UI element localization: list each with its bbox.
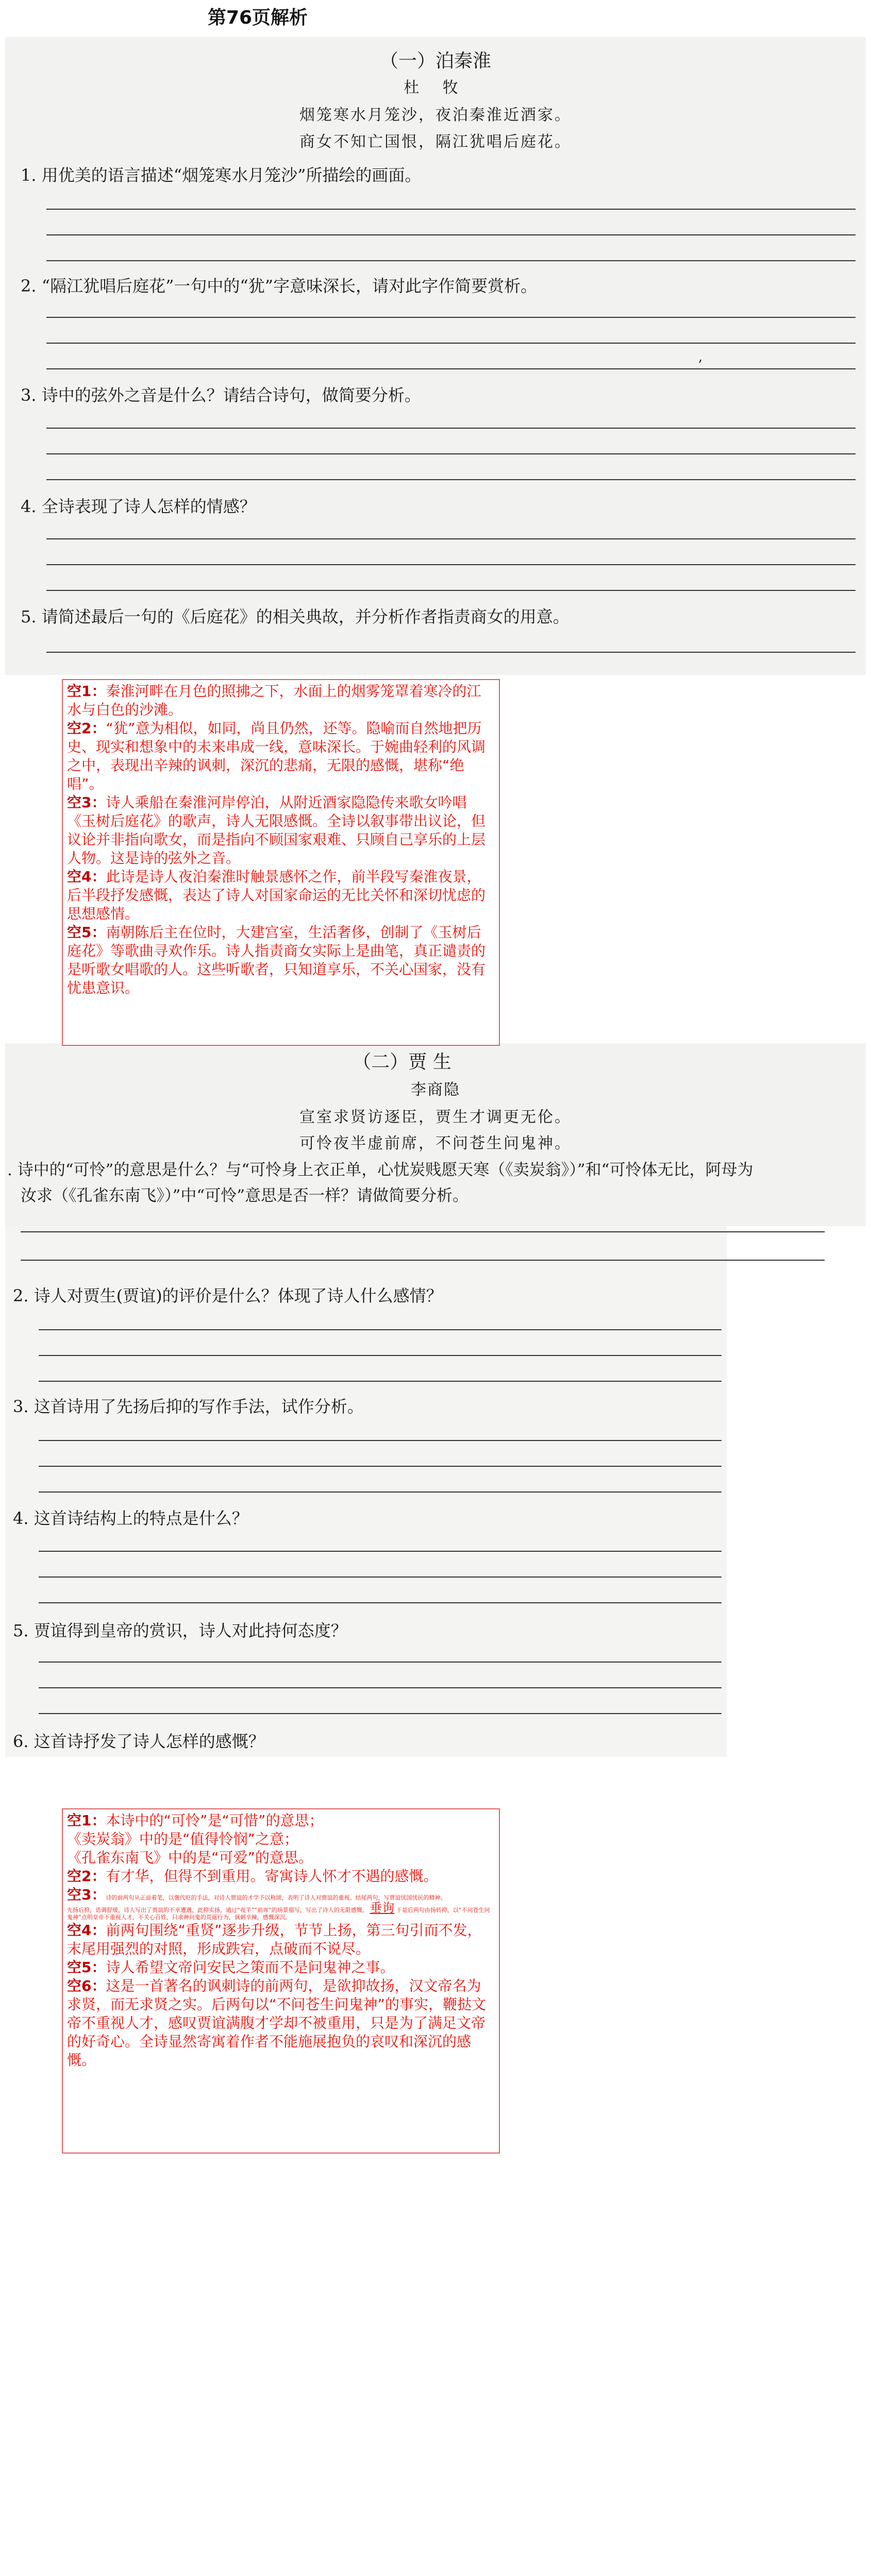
answer-line	[46, 234, 856, 235]
answer-line	[21, 1260, 825, 1261]
q2-3: 3. 这首诗用了先扬后抑的写作手法，试作分析。	[13, 1397, 364, 1416]
poem1-line-2: 商女不知亡国恨，隔江犹唱后庭花。	[299, 133, 572, 151]
answer-line	[39, 1329, 722, 1330]
q2-4: 4. 这首诗结构上的特点是什么？	[13, 1509, 248, 1528]
q1-5: 5. 请简述最后一句的《后庭花》的相关典故，并分析作者指责商女的用意。	[21, 607, 569, 626]
q2-1-cont: 汝求（《孔雀东南飞》）”中“可怜”意思是否一样？请做简要分析。	[21, 1187, 469, 1205]
answer-line	[46, 317, 856, 318]
scan-mark: ,	[698, 349, 703, 365]
answer-line	[46, 260, 856, 261]
answer-line	[46, 368, 856, 369]
answer-line	[39, 1492, 722, 1493]
q1-1: 1. 用优美的语言描述“烟笼寒水月笼沙”所描绘的画面。	[21, 165, 422, 185]
answer-line	[39, 1381, 722, 1382]
poem1-title: （一）泊秦淮	[379, 50, 491, 72]
answer-line	[46, 209, 856, 210]
answer-box-1	[62, 679, 500, 1046]
answer-item: 空5：南朝陈后主在位时，大建宫室，生活奢侈，创制了《玉树后庭花》等歌曲寻欢作乐。诗人指责商女实际上是曲笔，真正谴责的是听歌女唱歌的人。这些听歌者，只知道享乐，不关心国家，没有忧患意识。	[67, 924, 486, 996]
answer-line	[46, 343, 856, 344]
answer-line	[39, 1713, 722, 1714]
q1-3: 3. 诗中的弦外之音是什么？请结合诗句，做简要分析。	[21, 385, 421, 405]
answer-box-2: 空1：本诗中的“可怜”是“可惜”的意思； 《卖炭翁》中的是“值得怜悯”之意； 《孔雀东南飞》中的是“可爱”的意思。 空2：有才华，但得不到重用。寄寓诗人怀才不遇的感慨。 空3：诗的前两句从正面着笔，以褒代贬的手法，对诗人贾谊的才学予以称颂，表明了诗人对贾谊的重视。结尾两句，写贾谊忧国忧民的精神。 先扬后抑，语调舒缓，诗人写出了贾谊的不幸遭遇，此抑实扬，通过“夜半”“前席”的场景描写，写出了诗人的无限感慨。 垂询 于是后两句由扬转抑，以“不问苍生问鬼神”点明皇帝不重视人才，不关心百姓，只求神问鬼的荒诞行为，讽刺辛辣，感慨深沉。 空4：前两句围绕“重贤”逐步升级，节节上扬，第三句引而不发，末尾用强烈的对照，形成跌宕，点破而不说尽。 空5：诗人希望文帝问安民之策而不是问鬼神之事。 空6：这是一首著名的讽刺诗的前两句，是欲抑故扬，汉文帝名为求贤，而无求贤之实。后两句以“不问苍生问鬼神”的事实，鞭挞文帝不重视人才，感叹贾谊满腹才学却不被重用，只是为了满足文帝的好奇心。全诗显然寄寓着作者不能施展抱负的哀叹和深沉的感慨。	[62, 1808, 500, 2154]
q2-1: . 诗中的“可怜”的意思是什么？与“可怜身上衣正单，心忧炭贱愿天寒（《卖炭翁》）”和“可怜体无比，阿母为	[7, 1161, 753, 1179]
answer-line	[39, 1602, 722, 1603]
q2-6: 6. 这首诗抒发了诗人怎样的感慨？	[13, 1732, 265, 1751]
answer-line	[46, 652, 856, 653]
answer-item: 空3：诗人乘船在秦淮河岸停泊，从附近酒家隐隐传来歌女吟唱《玉树后庭花》的歌声，诗人无限感慨。全诗以叙事带出议论，但议论并非指向歌女，而是指向不顾国家艰难、只顾自己享乐的上层人物。这是诗的弦外之音。	[67, 794, 486, 867]
answer-line	[39, 1355, 722, 1356]
q2-5: 5. 贾谊得到皇帝的赏识，诗人对此持何态度？	[13, 1621, 347, 1640]
page-title: 第76页解析	[207, 7, 308, 28]
answer-item: 空4：此诗是诗人夜泊秦淮时触景感怀之作，前半段写秦淮夜景，后半段抒发感慨，表达了诗人对国家命运的无比关怀和深切忧虑的思想感情。	[67, 868, 486, 922]
answer-item: 空2：“犹”意为相似，如同，尚且仍然，还等。隐喻而自然地把历史、现实和想象中的未来串成一线，意味深长。于婉曲轻利的风调之中，表现出辛辣的讽刺，深沉的悲痛，无限的感慨，堪称“绝唱”。	[67, 720, 486, 792]
answer-line	[46, 538, 856, 539]
poem2-title: （二）贾 生	[353, 1052, 451, 1073]
answer-line	[21, 1231, 825, 1232]
answer-line	[39, 1440, 722, 1441]
poem2-author: 李商隐	[411, 1081, 460, 1099]
answer-line	[46, 479, 856, 480]
answer-line	[39, 1662, 722, 1663]
answer-line	[39, 1551, 722, 1552]
answer-line	[46, 590, 856, 591]
answer-item: 空1：秦淮河畔在月色的照拂之下，水面上的烟雾笼罩着寒冷的江水与白色的沙滩。	[67, 683, 481, 718]
poem1-author: 杜 牧	[404, 79, 467, 97]
poem2-line-2: 可怜夜半虚前席，不问苍生问鬼神。	[299, 1134, 572, 1153]
answer-line	[46, 428, 856, 429]
answer-line	[39, 1466, 722, 1467]
poem1-line-1: 烟笼寒水月笼沙，夜泊秦淮近酒家。	[299, 106, 572, 124]
q1-4: 4. 全诗表现了诗人怎样的情感？	[21, 497, 256, 516]
poem2-line-1: 宣室求贤访逐臣，贾生才调更无伦。	[299, 1108, 572, 1126]
q2-2: 2. 诗人对贾生(贾谊)的评价是什么？体现了诗人什么感情？	[13, 1286, 443, 1306]
answer-line	[46, 564, 856, 565]
q1-2: 2. “隔江犹唱后庭花”一句中的“犹”字意味深长，请对此字作简要赏析。	[21, 276, 538, 296]
answer-line	[39, 1687, 722, 1688]
answer-line	[46, 453, 856, 454]
answer-line	[39, 1577, 722, 1578]
